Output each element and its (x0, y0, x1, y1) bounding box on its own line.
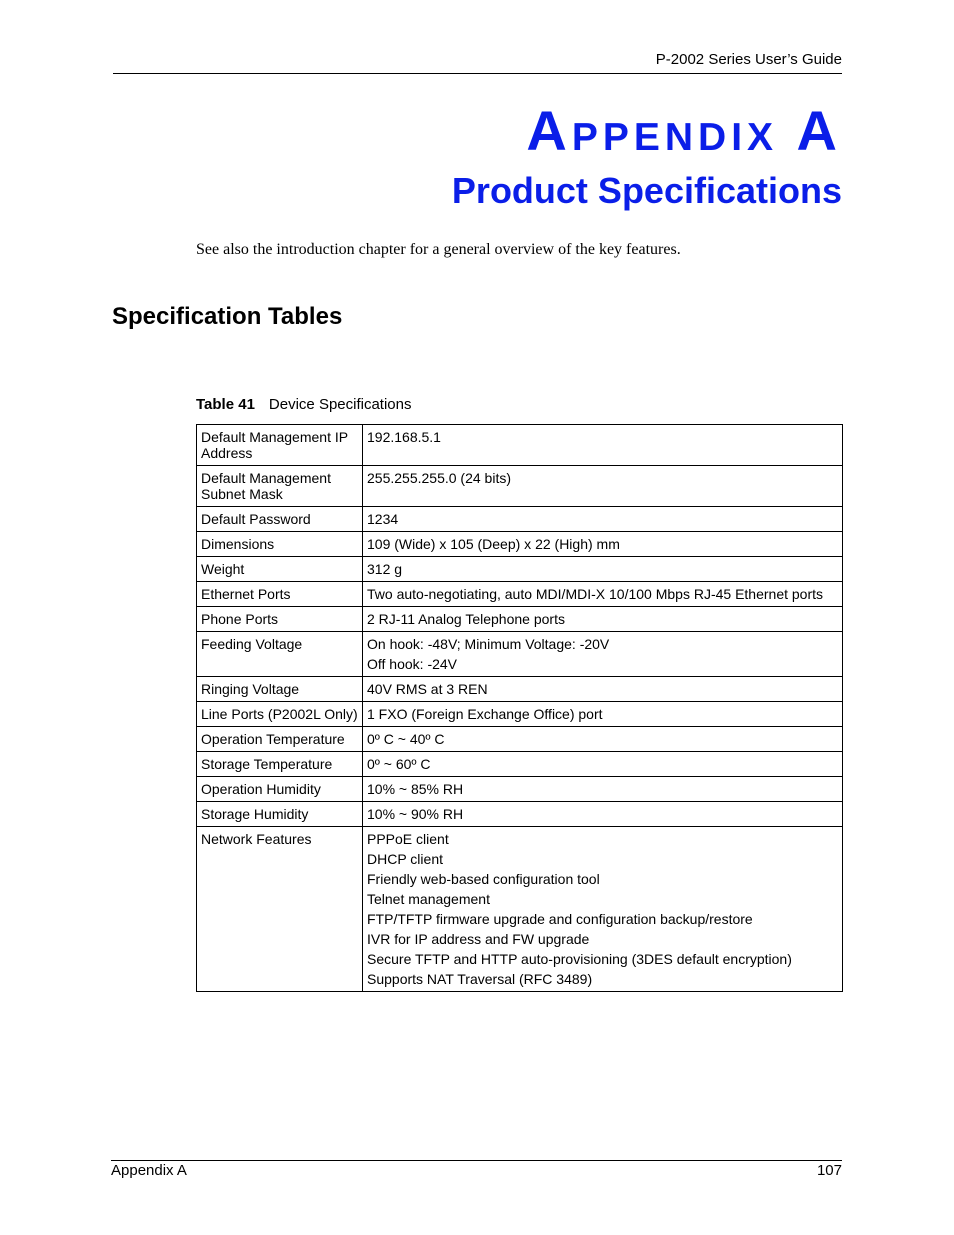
spec-label: Default Password (197, 507, 363, 532)
spec-value (363, 582, 843, 607)
spec-value-line: PPPoE client (367, 831, 449, 847)
spec-value-line: FTP/TFTP firmware upgrade and configuration backup/restore (367, 911, 753, 927)
spec-label: Operation Humidity (197, 777, 363, 802)
spec-value-line: 255.255.255.0 (24 bits) (367, 470, 511, 486)
spec-value-line: 109 (Wide) x 105 (Deep) x 22 (High) mm (367, 536, 620, 552)
spec-value-line: 2 RJ-11 Analog Telephone ports (367, 611, 565, 627)
spec-label: Default Management Subnet Mask (197, 466, 363, 507)
table-row (197, 802, 843, 827)
spec-value (363, 727, 843, 752)
table-row (197, 466, 843, 507)
table-caption (196, 396, 412, 414)
intro-paragraph: See also the introduction chapter for a general overview of the key features. (196, 241, 681, 258)
spec-value-line: 40V RMS at 3 REN (367, 681, 488, 697)
spec-value-line: 1234 (367, 511, 399, 527)
spec-value (363, 632, 843, 677)
spec-value (363, 802, 843, 827)
table-row (197, 727, 843, 752)
footer-rule (111, 1160, 842, 1161)
spec-label: Ethernet Ports (197, 582, 363, 607)
spec-value (363, 702, 843, 727)
spec-label: Network Features (197, 827, 363, 992)
spec-value (363, 607, 843, 632)
table-row (197, 677, 843, 702)
table-row (197, 702, 843, 727)
table-row (197, 607, 843, 632)
spec-value-line: Friendly web-based configuration tool (367, 871, 600, 887)
table-row (197, 777, 843, 802)
spec-value (363, 677, 843, 702)
spec-value (363, 752, 843, 777)
spec-value-line: Supports NAT Traversal (RFC 3489) (367, 971, 593, 987)
table-row (197, 507, 843, 532)
appendix-label: Appendix A (526, 99, 842, 162)
spec-value-line: 312 g (367, 561, 403, 577)
spec-value-line: 1 FXO (Foreign Exchange Office) port (367, 706, 603, 722)
table-body (197, 425, 843, 992)
spec-label: Storage Temperature (197, 752, 363, 777)
spec-value-line: 10% ~ 85% RH (367, 781, 464, 797)
running-header: P-2002 Series User’s Guide (655, 51, 842, 68)
header-rule (113, 73, 842, 74)
table-caption-text: Device Specifications (268, 396, 412, 413)
chapter-title: Product Specifications (451, 170, 842, 211)
table-row (197, 752, 843, 777)
device-specifications-table (196, 424, 843, 992)
section-heading: Specification Tables (112, 303, 343, 330)
table-row (197, 632, 843, 677)
table-row (197, 827, 843, 992)
table-row (197, 582, 843, 607)
table-number: Table 41 (196, 396, 255, 413)
spec-value-line: 0º C ~ 40º C (367, 731, 445, 747)
spec-value-line: Two auto-negotiating, auto MDI/MDI-X 10/100 Mbps RJ-45 Ethernet ports (367, 586, 824, 602)
spec-value-line: 10% ~ 90% RH (367, 806, 464, 822)
spec-value-line: DHCP client (367, 851, 443, 867)
spec-value-line: 0º ~ 60º C (367, 756, 431, 772)
page-number: 107 (816, 1162, 842, 1179)
spec-label: Storage Humidity (197, 802, 363, 827)
spec-label: Phone Ports (197, 607, 363, 632)
spec-label: Default Management IP Address (197, 425, 363, 466)
spec-value (363, 507, 843, 532)
spec-value-line: On hook: -48V; Minimum Voltage: -20V (367, 636, 610, 652)
spec-label: Weight (197, 557, 363, 582)
spec-value-line: IVR for IP address and FW upgrade (367, 931, 590, 947)
spec-label: Ringing Voltage (197, 677, 363, 702)
spec-label: Operation Temperature (197, 727, 363, 752)
spec-value (363, 827, 843, 992)
footer-section: Appendix A (111, 1162, 187, 1179)
spec-label: Dimensions (197, 532, 363, 557)
spec-value (363, 557, 843, 582)
table-row (197, 532, 843, 557)
table-row (197, 425, 843, 466)
spec-label: Feeding Voltage (197, 632, 363, 677)
spec-value-line: Secure TFTP and HTTP auto-provisioning (3DES default encryption) (367, 951, 792, 967)
spec-value (363, 777, 843, 802)
spec-value (363, 466, 843, 507)
spec-value-line: Telnet management (367, 891, 490, 907)
table-row (197, 557, 843, 582)
spec-value-line: Off hook: -24V (367, 656, 458, 672)
spec-value (363, 425, 843, 466)
spec-value (363, 532, 843, 557)
spec-value-line: 192.168.5.1 (367, 429, 441, 445)
spec-label: Line Ports (P2002L Only) (197, 702, 363, 727)
